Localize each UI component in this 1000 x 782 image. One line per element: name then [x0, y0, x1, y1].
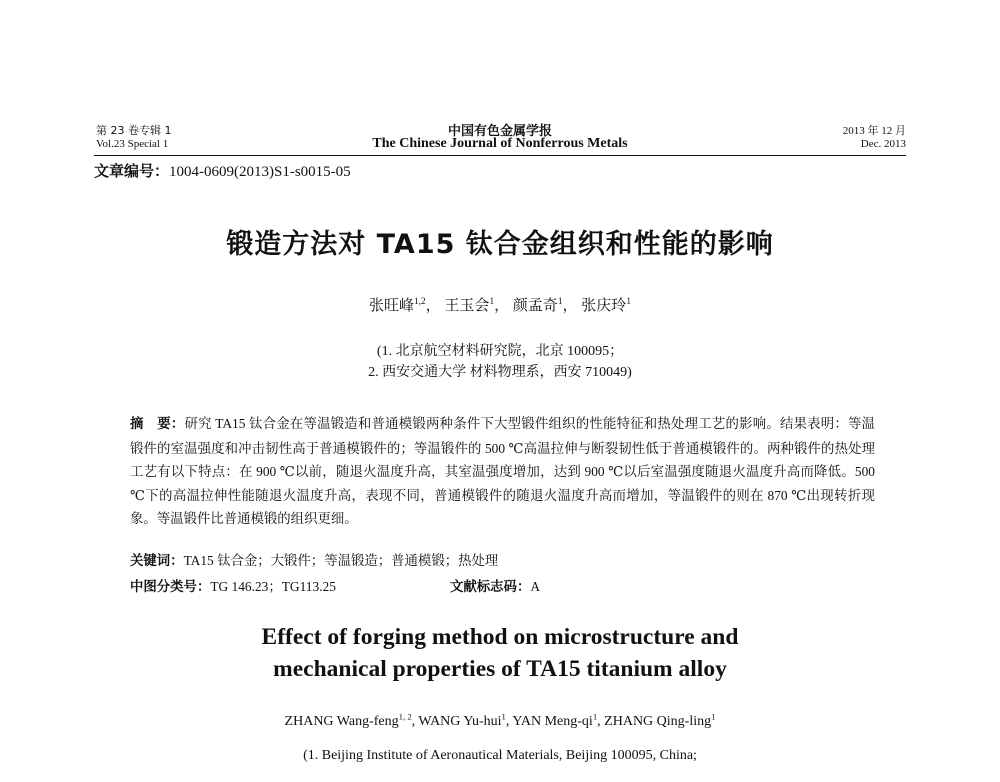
- keywords-label: 关键词：: [130, 554, 184, 569]
- journal-name-cn: 中国有色金属学报: [447, 124, 552, 139]
- document-code: [450, 576, 540, 595]
- header-rule: [94, 155, 906, 156]
- author-affiliation-mark: 1, 2: [398, 711, 412, 722]
- article-number-value: 1004-0609(2013)S1-s0015-05: [169, 164, 351, 180]
- issue-date-cn: 2013 年 12 月: [842, 125, 906, 137]
- author-cn: 张旺峰: [369, 298, 415, 314]
- author-separator: ，: [494, 298, 510, 314]
- authors-cn: [0, 294, 1000, 315]
- author-cn: 张庆玲: [581, 298, 627, 314]
- author-affiliation-mark: 1: [592, 711, 598, 722]
- document-code-value: A: [530, 579, 541, 594]
- affiliation-cn-2: 2. 西安交通大学 材料物理系，西安 710049): [368, 365, 632, 380]
- author-separator: ,: [505, 714, 513, 729]
- classification-label: 中图分类号：: [130, 580, 211, 595]
- abstract-cn: [130, 412, 875, 531]
- keywords-cn: [130, 550, 498, 569]
- classification-line: [130, 576, 875, 595]
- abstract-label: 摘 要：: [130, 417, 185, 432]
- author-affiliation-mark: 1: [557, 297, 563, 307]
- author-affiliation-mark: 1: [626, 297, 631, 307]
- journal-name-en: The Chinese Journal of Nonferrous Metals: [372, 136, 628, 151]
- article-number: [94, 160, 351, 181]
- author-separator: ,: [597, 714, 605, 729]
- author-en: YAN Meng-qi: [512, 714, 593, 729]
- author-en: WANG Yu-hui: [418, 714, 502, 729]
- keywords-text: TA15 钛合金；大锻件；等温锻造；普通模锻；热处理: [183, 553, 499, 568]
- author-affiliation-mark: 1: [711, 711, 716, 722]
- author-en: ZHANG Qing-ling: [604, 714, 712, 729]
- affiliation-en-1: (1. Beijing Institute of Aeronautical Materials, Beijing 100095, China;: [303, 748, 697, 763]
- abstract-text: 研究 TA15 钛合金在等温锻造和普通模锻两种条件下大型锻件组织的性能特征和热处理工艺的影响。结果表明：等温锻件的室温强度和冲击韧性高于普通模锻件的；等温锻件的 500 ℃高温拉伸与断裂韧性低于普通模锻件的。两种锻件的热处理工艺有以下特点：在 900 ℃以前，随退火温度升高，其室温强度增加，达到 900 ℃以后室温强度随退火温度升高而降低。500 ℃下的高温拉伸性能随退火温度升高，表现不同，普通模锻件的随退火温度升高而增加，等温锻件的则在 870 ℃出现转折现象。等温锻件比普通模锻的组织更细。: [130, 416, 876, 527]
- author-separator: ，: [562, 298, 578, 314]
- classification-value: TG 146.23；TG113.25: [210, 579, 336, 594]
- author-affiliation-mark: 1: [501, 711, 506, 722]
- title-en-line-2: mechanical properties of TA15 titanium alloy: [273, 656, 727, 682]
- title-cn: 锻造方法对 TA15 钛合金组织和性能的影响: [226, 229, 774, 260]
- title-en-line-1: Effect of forging method on microstructure and: [261, 624, 739, 650]
- issue-date-en: Dec. 2013: [860, 138, 906, 150]
- author-separator: ,: [411, 714, 419, 729]
- author-en: ZHANG Wang-feng: [284, 714, 399, 729]
- document-code-label: 文献标志码：: [450, 580, 531, 595]
- author-affiliation-mark: 1,2: [414, 297, 426, 307]
- author-separator: ，: [425, 298, 441, 314]
- authors-en: [0, 711, 1000, 730]
- affiliation-cn-1: (1. 北京航空材料研究院，北京 100095；: [376, 344, 624, 359]
- volume-cn: 第 23 卷专辑 1: [96, 124, 172, 137]
- volume-en: Vol.23 Special 1: [96, 138, 169, 150]
- author-cn: 王玉会: [444, 298, 490, 314]
- article-number-label: 文章编号：: [94, 162, 170, 180]
- author-affiliation-mark: 1: [489, 297, 495, 307]
- author-cn: 颜孟奇: [512, 298, 558, 314]
